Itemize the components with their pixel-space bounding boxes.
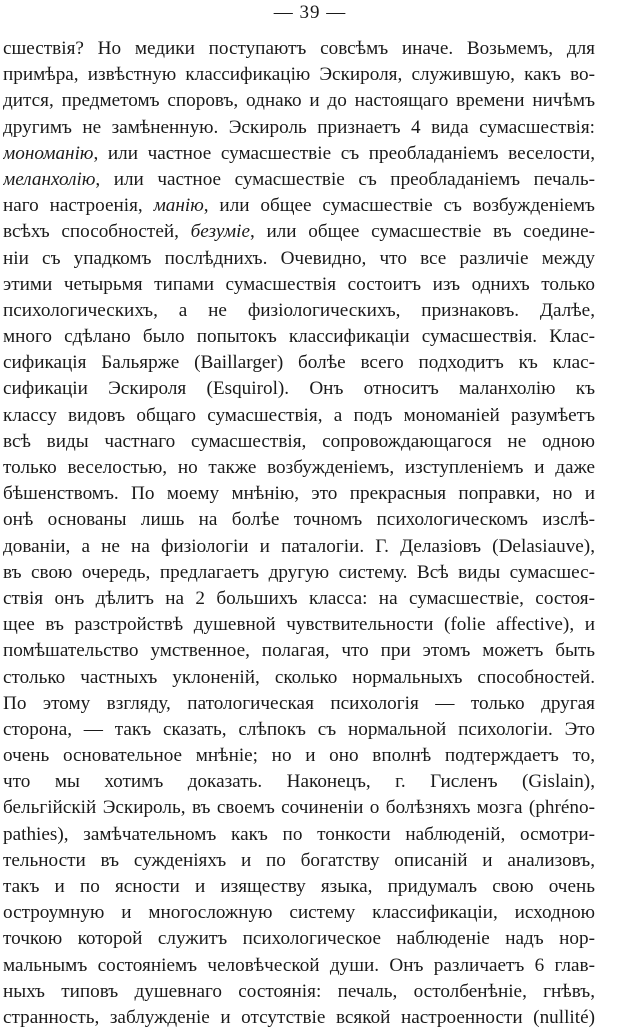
text-segment: онѣ основаны лишь на болѣе точномъ психологическомъ изслѣ- xyxy=(3,509,595,531)
text-segment: , или частное сумасшествіе съ преобладаніемъ печаль- xyxy=(95,168,595,190)
text-line xyxy=(3,141,595,167)
italic-term: мономанію xyxy=(3,142,94,164)
text-segment: бѣшенствомъ. По моему мнѣнію, это прекрасныя поправки, но и xyxy=(3,483,595,505)
text-segment: По этому взгляду, патологическая психологія — только другая xyxy=(3,692,595,714)
text-line xyxy=(3,926,595,952)
text-segment: психологическихъ, а не физіологическихъ, признаковъ. Далѣе, xyxy=(3,299,595,321)
text-segment: примѣра, извѣстную классификацію Эскироля, служившую, какъ во- xyxy=(3,64,595,86)
text-segment: , или частное сумасшествіе съ преобладаніемъ веселости, xyxy=(93,142,595,164)
text-segment: ствія онъ дѣлитъ на 2 большихъ класса: на сумасшествіе, состоя- xyxy=(3,587,595,609)
text-segment: столько частныхъ уклоненій, сколько нормальныхъ способностей. xyxy=(3,666,595,688)
text-line xyxy=(3,507,595,533)
text-line xyxy=(3,272,595,298)
text-segment: дованіи, а не на физіологіи и паталогіи. Г. Делазіовъ (Delasiauve), xyxy=(3,535,595,557)
text-line xyxy=(3,62,595,88)
text-line xyxy=(3,560,595,586)
text-line xyxy=(3,717,595,743)
text-segment: дится, предметомъ споровъ, однако и до настоящаго времени ничѣмъ xyxy=(3,90,595,112)
text-line xyxy=(3,900,595,926)
text-segment: что мы хотимъ доказать. Наконецъ, г. Гисленъ (Gislain), xyxy=(3,771,595,793)
text-line xyxy=(3,612,595,638)
italic-term: безуміе xyxy=(190,221,250,243)
text-segment: , или общее сумасшествіе съ возбужденіемъ xyxy=(203,195,595,217)
text-line xyxy=(3,848,595,874)
text-segment: мальнымъ состояніемъ человѣческой души. Онъ различаетъ 6 глав- xyxy=(3,954,595,976)
text-segment: очень основательное мнѣніе; но и оно вполнѣ подтерждаетъ то, xyxy=(3,745,595,767)
text-segment: странность, заблужденіе и отсутствіе всякой настроенности (nullité) xyxy=(3,1006,595,1028)
text-segment: только веселостью, но также возбужденіемъ, изступленіемъ и даже xyxy=(3,457,595,478)
text-segment: наго настроенія, xyxy=(3,195,154,217)
text-line xyxy=(3,219,595,245)
text-line xyxy=(3,534,595,560)
text-line xyxy=(3,979,595,1005)
text-line xyxy=(3,246,595,272)
text-segment: помѣшательство умственное, полагая, что при этомъ можетъ быть xyxy=(3,640,595,662)
text-segment: точкою которой служитъ психологическое наблюденіе надъ нор- xyxy=(3,928,595,950)
text-segment: сификаціи Эскироля (Esquirol). Онъ относитъ маланхолію къ xyxy=(3,378,595,400)
text-line xyxy=(3,167,595,193)
italic-term: манію xyxy=(153,195,204,217)
text-segment: , или общее сумасшествіе въ соедине- xyxy=(249,221,595,243)
text-segment: тельности въ сужденіяхъ и по богатству описаній и анализовъ, xyxy=(3,849,595,871)
text-line xyxy=(3,429,595,455)
text-line xyxy=(3,376,595,402)
text-segment: этими четырьмя типами сумасшествія состоитъ изъ однихъ только xyxy=(3,273,595,295)
italic-term: меланхолію xyxy=(3,168,96,190)
text-line xyxy=(3,115,595,141)
text-line xyxy=(3,795,595,821)
text-line xyxy=(3,455,595,481)
text-segment: остроумную и многосложную систему классификаціи, исходною xyxy=(3,902,595,924)
text-segment: сторона, — такъ сказать, слѣпокъ съ нормальной психологіи. Это xyxy=(3,718,595,740)
body-text xyxy=(3,36,595,1031)
text-line xyxy=(3,193,595,219)
text-line xyxy=(3,481,595,507)
text-line xyxy=(3,298,595,324)
text-line xyxy=(3,743,595,769)
text-segment: другимъ не замѣненную. Эскироль признаетъ 4 вида сумасшествія: xyxy=(3,116,595,138)
text-line xyxy=(3,586,595,612)
text-line xyxy=(3,36,595,62)
text-segment: щее въ разстройствѣ душевной чувствительности (folie affective), и xyxy=(3,614,595,636)
text-line xyxy=(3,874,595,900)
text-segment: много сдѣлано было попытокъ классификаціи сумасшествія. Клас- xyxy=(3,326,595,348)
text-segment: классу видовъ общаго сумасшествія, а подъ мономаніей разумѣетъ xyxy=(3,404,595,426)
text-segment: такъ и по ясности и изяществу языка, придумалъ свою очень xyxy=(3,876,595,897)
text-segment: въ свою очередь, предлагаетъ другую систему. Всѣ виды сумасшес- xyxy=(3,561,595,583)
text-line xyxy=(3,953,595,979)
text-line xyxy=(3,665,595,691)
text-line xyxy=(3,88,595,114)
text-line xyxy=(3,403,595,429)
text-segment: ныхъ типовъ душевнаго состоянія: печаль, остолбенѣніе, гнѣвъ, xyxy=(3,980,595,1002)
text-segment: ніи съ упадкомъ послѣднихъ. Очевидно, что все различіе между xyxy=(3,247,595,269)
text-line xyxy=(3,350,595,376)
text-line xyxy=(3,1005,595,1031)
text-segment: бельгійскій Эскироль, въ своемъ сочиненіи о болѣзняхъ мозга (phréno- xyxy=(3,797,595,819)
text-segment: сшествія? Но медики поступаютъ совсѣмъ иначе. Возьмемъ, для xyxy=(3,38,595,59)
text-line xyxy=(3,324,595,350)
text-line xyxy=(3,769,595,795)
text-segment: сификація Бальярже (Baillarger) болѣе всего подходитъ къ клас- xyxy=(3,352,595,374)
text-line xyxy=(3,638,595,664)
text-segment: pathies), замѣчательномъ какъ по тонкости наблюденій, осмотри- xyxy=(3,823,595,845)
text-segment: всѣхъ способностей, xyxy=(3,221,191,243)
page-number: — 39 — xyxy=(273,2,347,23)
text-segment: всѣ виды частнаго сумасшествія, сопровождающагося не одною xyxy=(3,430,595,452)
text-line xyxy=(3,691,595,717)
text-line xyxy=(3,822,595,848)
